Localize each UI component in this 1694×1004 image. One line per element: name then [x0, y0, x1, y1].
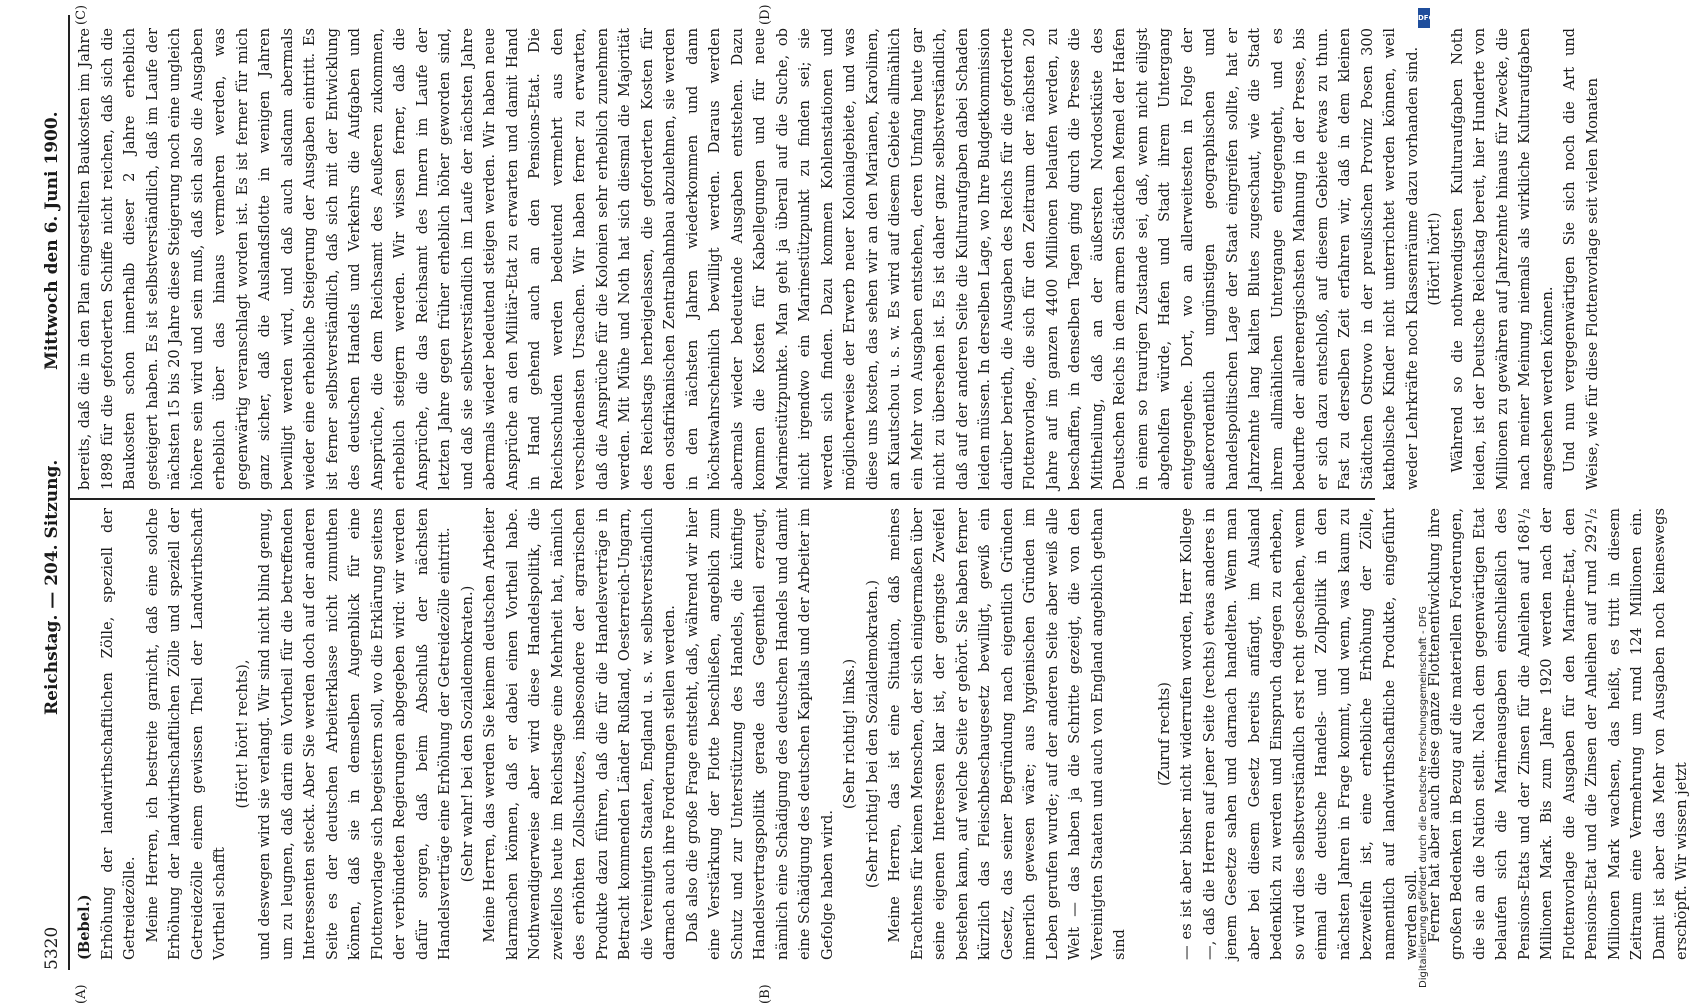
paragraph: Während so die nothwendigsten Kulturaufgaben Noth leiden, ist der Deutsche Reichstag bereit, hier Hunderte von Millionen zu gewähren auf Jahrzehnte hinaus für Zwecke, die nach meiner Meinung niemals als wirkliche Kulturaufgaben angesehen werden können.: [1448, 28, 1556, 490]
paragraph: — es ist aber bisher nicht widerrufen worden, Herr Kollege —, daß die Herren auf jener Seite (rechts) etwas anderes in jenem Gesetze sahen und darnach handelten. Wenn man aber bei diesem Gesetz bereits anfängt, im Ausland bedenklich zu werden und Einspruch dagegen zu erheben, so wird dies selbstverständlich erst recht geschehen, wenn einmal die deutsche Handels- und Zollpolitik in den nächsten Jahren in Frage kommt, und wenn, was kaum zu bezweifeln ist, eine erhebliche Erhöhung der Zölle, namentlich auf landwirthschaftliche Produkte, eingeführt werden soll.: [1178, 508, 1420, 960]
margin-mark-b: (B): [758, 984, 773, 1004]
session-date: Mittwoch den 6. Juni 1900.: [42, 111, 62, 370]
speaker-label: (Bebel.): [76, 894, 93, 960]
interjection: (Hört! hört!): [1426, 212, 1443, 306]
paragraph: Und nun vergegenwärtigen Sie sich noch die Art und Weise, wie für diese Flottenvorlage seit vielen Monaten: [1561, 28, 1601, 490]
paragraph: Meine Herren, ich bestreite garnicht, daß eine solche Erhöhung der landwirthschaftlichen Zölle und speziell der Getreidezölle einem gewissen Theil der Landwirthschaft Vortheil schafft: [143, 508, 228, 960]
interjection: (Zuruf rechts): [1155, 682, 1173, 786]
interjection: (Hört! hört! rechts),: [233, 659, 251, 809]
page-header: [40, 15, 66, 970]
paragraph: Meine Herren, das ist eine Situation, daß meines Erachtens für keinen Menschen, der sich einigermaßen über seine eigenen Interessen klar ist, der geringste Zweifel bestehen kann, auf welche Seite er gehört. Sie haben ferner kürzlich das Fleischbeschaugesetz bewilligt, gewiß ein Gesetz, das seiner Begründung nach eigentlich Gründen innerlich gewesen wäre; aus hygienischen Gründen im Leben gerufen wurde; auf der anderen Seite aber weiß alle Welt — das haben ja die Schritte gezeigt, die von den Vereinigten Staaten und auch von England angeblich gethan sind: [886, 508, 1128, 960]
dfg-logo: DFG: [1418, 8, 1430, 28]
session-title: Reichstag. — 204. Sitzung.: [42, 459, 62, 715]
header-rule: [68, 15, 70, 970]
paragraph: Ferner hat aber auch diese ganze Flottenentwicklung ihre großen Bedenken in Bezug auf die materiellen Forderungen, die sie an die Nation stellt. Nach dem gegenwärtigen Etat belaufen sich die Marineausgaben einschließlich des Pensions-Etats und der Zinsen für die Anleihen auf 168¹/₂ Millionen Mark. Bis zum Jahre 1920 werden nach der Flottenvorlage die Ausgaben für den Marine-Etat, den Pensions-Etat und die Zinsen der Anleihen auf rund 292¹/₂ Millionen Mark wachsen, das heißt, es tritt in diesem Zeitraum eine Vermehrung um rund 124 Millionen ein. Damit ist aber das Mehr von Ausgaben noch keineswegs erschöpft. Wir wissen jetzt: [1425, 508, 1690, 960]
paragraph: Erhöhung der landwirthschaftlichen Zölle, speziell der Getreidezölle.: [98, 508, 138, 960]
interjection: (Sehr richtig! links.): [841, 658, 858, 810]
margin-mark-d: (D): [758, 4, 773, 25]
column-divider: [70, 498, 1375, 500]
right-column: [74, 28, 1601, 490]
page-number: 5320: [42, 926, 62, 970]
interjection: (Sehr richtig! bei den Sozialdemokraten.): [863, 579, 881, 889]
paragraph: Meine Herren, das werden Sie keinem deutschen Arbeiter klarmachen können, daß er dabei einen Vortheil habe. Nothwendigerweise aber wird diese Handelspolitik, die zweifellos heute im Reichstage eine Mehrheit hat, nämlich des erhöhten Zollschutzes, insbesondere der agrarischen Produkte dazu führen, daß die für die Handelsverträge in Betracht kommenden Länder Rußland, Oesterreich-Ungarn, die Vereinigten Staaten, England u. s. w. selbstverständlich darnach auch ihre Forderungen stellen werden.: [481, 508, 678, 960]
margin-mark-a: (A): [74, 984, 89, 1004]
paragraph: bereits, daß die in den Plan eingestellten Baukosten im Jahre 1898 für die geforderten Schiffe nicht reichen, daß sich die Baukosten schon innerhalb dieser 2 Jahre erheblich gesteigert haben. Es ist selbstverständlich, daß im Laufe der nächsten 15 bis 20 Jahre diese Steigerung noch eine ungleich höhere sein wird und sein muß, daß sich also die Ausgaben erheblich über das hinaus vermehren werden, was gegenwärtig veranschlagt worden ist. Es ist ferner für mich ganz sicher, daß die Auslandsflotte in wenigen Jahren bewilligt werden wird, und daß auch alsdann abermals wieder eine erhebliche Steigerung der Ausgaben eintritt. Es ist ferner selbstverständlich, daß sich mit der Entwicklung des deutschen Handels und Verkehrs die Aufgaben und Ansprüche, die dem Reichsamt des Aeußeren zukommen, erheblich steigern werden. Wir wissen ferner, daß die Ansprüche, die das Reichsamt des Innern im Laufe der letzten Jahre gegen früher erheblich höher geworden sind, und daß sie selbstverständlich im Laufe der nächsten Jahre abermals wieder bedeutend steigen werden. Wir haben neue Ansprüche an den Militär-Etat zu erwarten und damit Hand in Hand gehend auch an den Pensions-Etat. Die Reichsschulden werden bedeutend vermehrt aus den verschiedensten Ursachen. Wir haben ferner zu erwarten, daß die Ansprüche für die Kolonien sehr erheblich zunehmen werden. Mit Mühe und Noth hat sich diesmal die Majorität des Reichstags herbeigelassen, die geforderten Kosten für den ostafrikanischen Zentralbahnbau abzulehnen, sie werden in den nächsten Jahren wiederkommen und dann höchstwahrscheinlich bewilligt werden. Daraus werden abermals wieder bedeutende Ausgaben entstehen. Dazu kommen die Kosten für Kabellegungen und für neue Marinestützpunkte. Man geht ja überall auf die Suche, ob nicht irgendwo ein Marinestützpunkt zu finden sei; sie werden sich finden. Dazu kommen Kohlenstationen und möglicherweise der Erwerb neuer Kolonialgebiete, und was diese uns kosten, das sehen wir an den Marianen, Karolinen, an Kiautschou u. s. w. Es wird auf diesem Gebiete allmählich ein Mehr von Ausgaben entstehen, deren Umfang heute gar nicht zu übersehen ist. Es ist daher ganz selbstverständlich, daß auf der anderen Seite die Kulturaufgaben dabei Schaden leiden müssen. In derselben Lage, wo Ihre Budgetkommission darüber berieth, die Ausgaben des Reichs für die geforderte Flottenvorlage, die sich für den Zeitraum der nächsten 20 Jahre auf im ganzen 4400 Millionen belaufen werden, zu beschaffen, in denselben Tagen ging durch die Presse die Mittheilung, daß an der äußersten Nordostküste des Deutschen Reichs in dem armen Städtchen Memel der Hafen in einem so traurigen Zustande sei, daß, wenn nicht eiligst abgeholfen würde, Hafen und Stadt ihrem Untergang entgegengehe. Dort, wo an allerweitesten in Folge der außerordentlich ungünstigen geographischen und handelspolitischen Lage der Staat eingreifen sollte, hat er Jahrzehnte lang kalten Blutes zugeschaut, wie die Stadt ihrem allmählichen Untergange entgegengeht, und es bedurfte der allerenergischsten Mahnung in der Presse, bis er sich dazu entschloß, auf diesem Gebiete etwas zu thun. Fast zu derselben Zeit erfahren wir, daß in dem kleinen Städtchen Ostrowo in der preußischen Provinz Posen 300 katholische Kinder nicht unterrichtet werden können, weil weder Lehrkräfte noch Klassenräume dazu vorhanden sind.: [76, 28, 1421, 490]
interjection: (Sehr wahr! bei den Sozialdemokraten.): [458, 585, 476, 883]
dfg-credit-text: Digitalisierung gefördert durch die Deutsche Forschungsgemeinschaft - DFG: [1418, 605, 1429, 988]
paragraph: und deswegen wird sie verlangt. Wir sind nicht blind genug, um zu leugnen, daß darin ein Vortheil für die betreffenden Interessenten steckt. Aber Sie werden doch auf der anderen Seite es der deutschen Arbeiterklasse nicht zumuthen können, daß sie in demselben Augenblick für eine Flottenvorlage sich begeistern soll, wo die Erklärung seitens der verbündeten Regierungen abgegeben wird: wir werden dafür sorgen, daß beim Abschluß der nächsten Handelsverträge eine Erhöhung der Getreidezölle eintritt.: [256, 508, 453, 960]
paragraph: Daß also die große Frage entsteht, daß, während wir hier eine Verstärkung der Flotte beschließen, angeblich zum Schutz und zur Unterstützung des Handels, die künftige Handelsvertragspolitik gerade das Gegentheil erzeugt, nämlich eine Schädigung des deutschen Handels und damit eine Schädigung des deutschen Kapitals und der Arbeiter im Gefolge haben wird.: [683, 508, 836, 960]
margin-mark-c: (C): [74, 4, 89, 25]
